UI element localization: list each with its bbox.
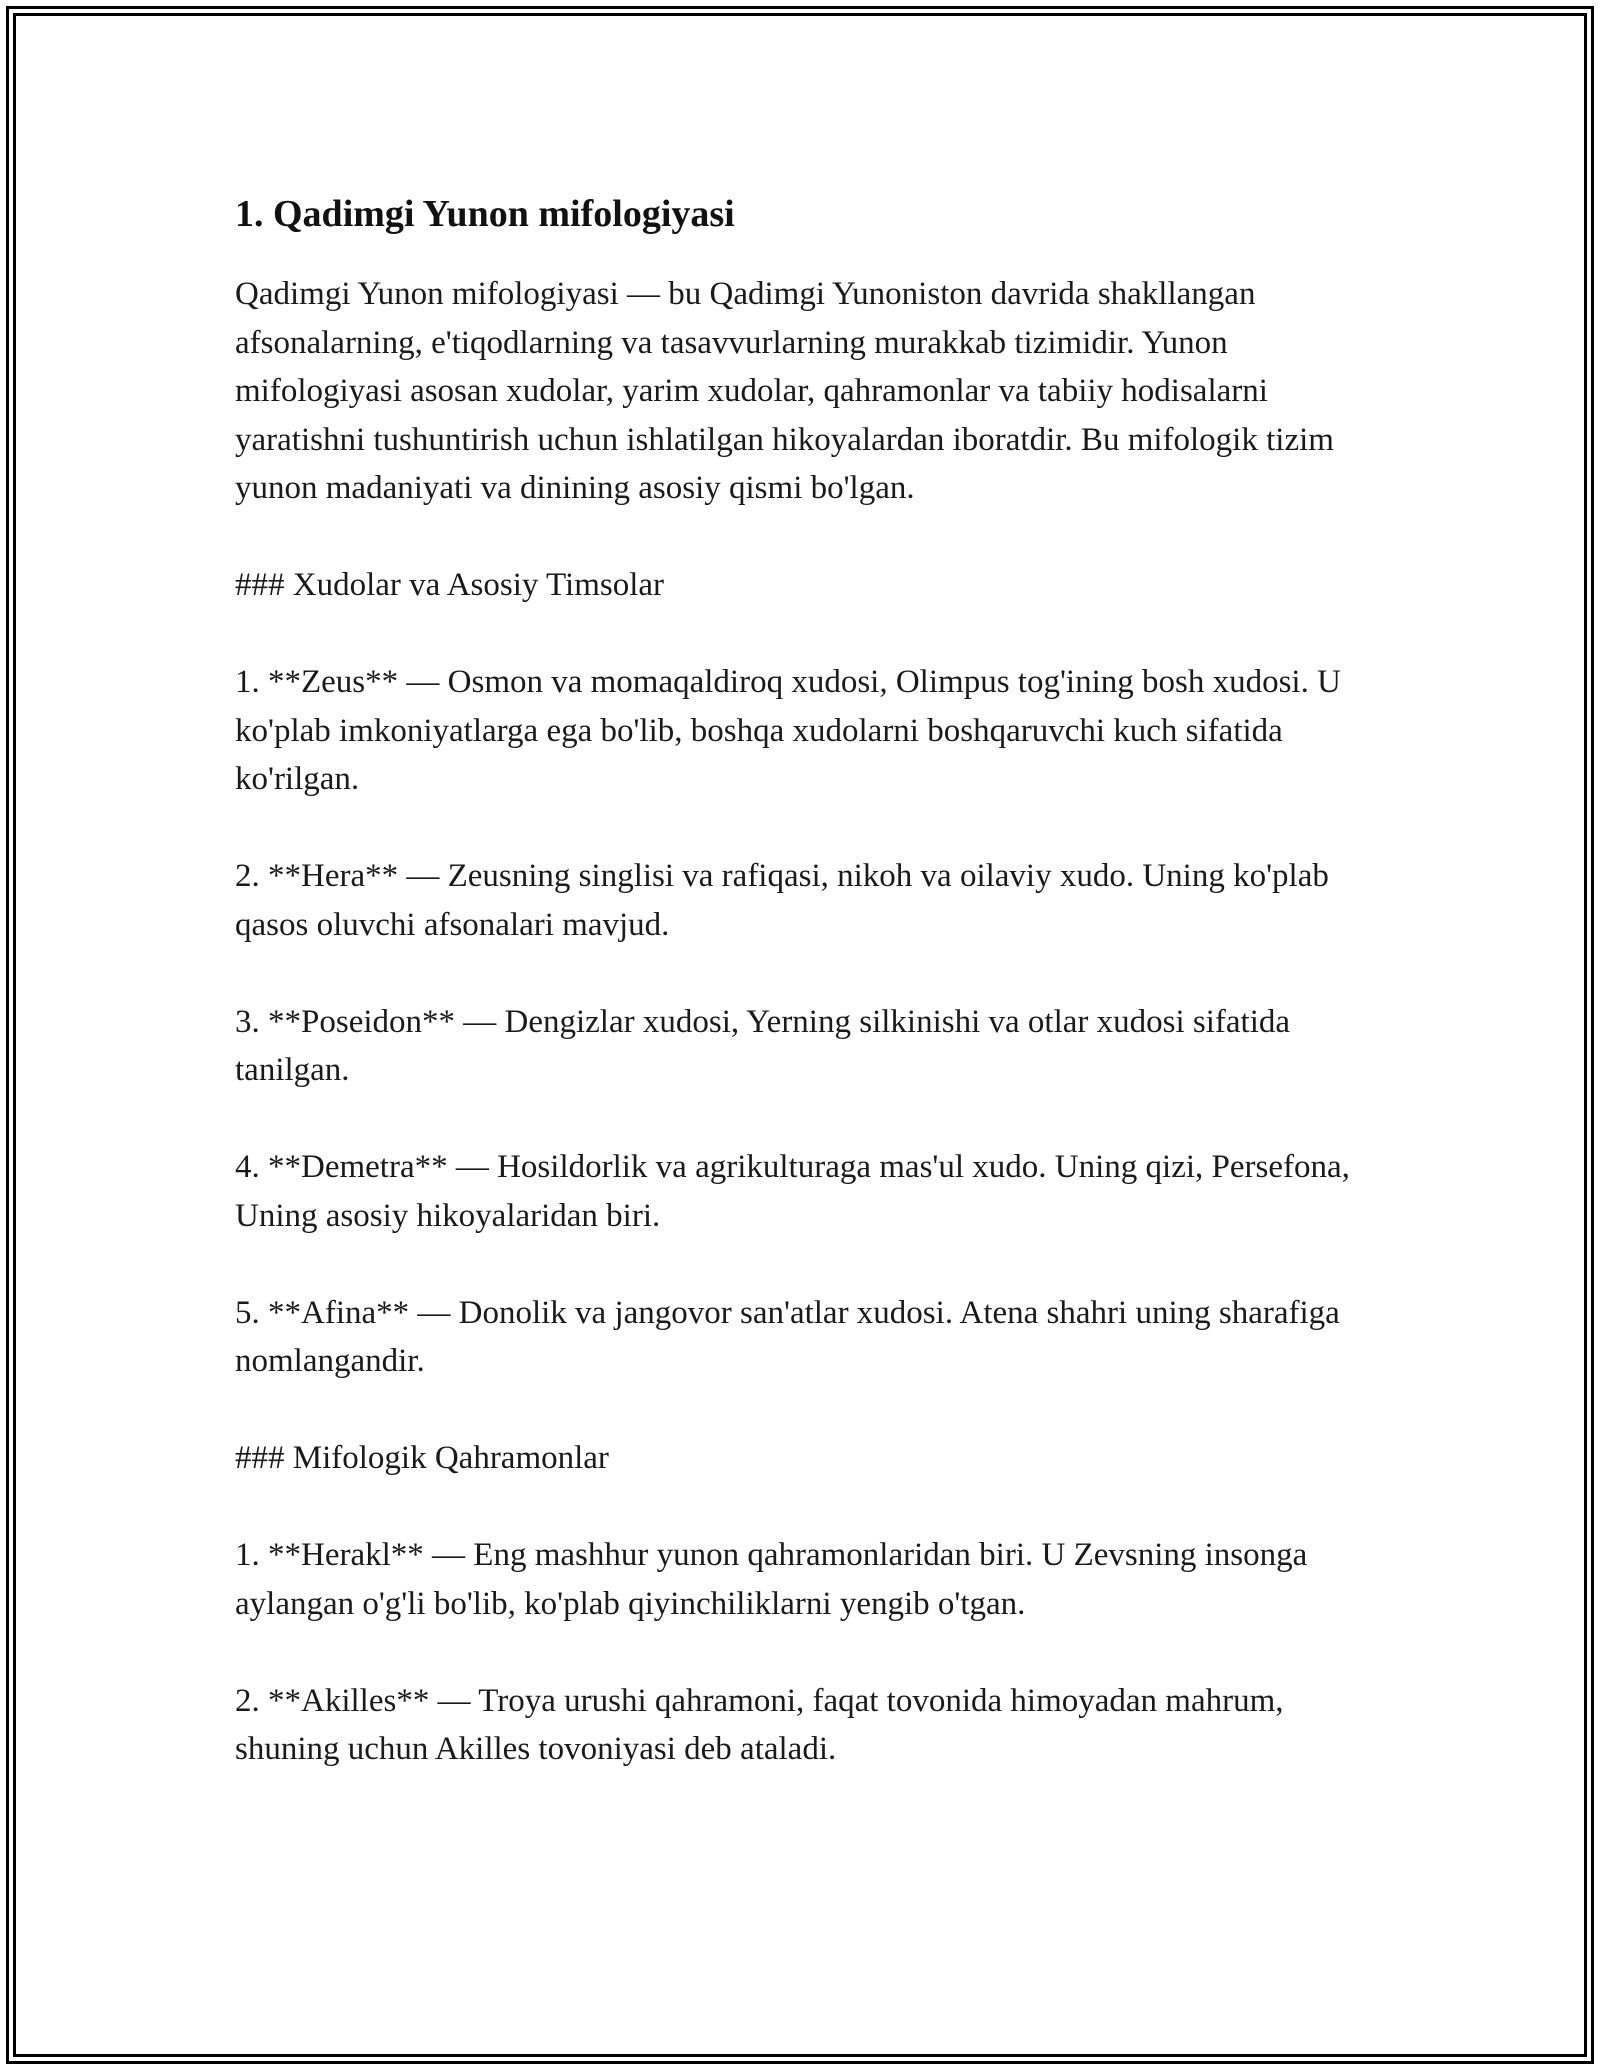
list-item-herakl: 1. **Herakl** — Eng mashhur yunon qahramonlaridan biri. U Zevsning insonga aylangan o'g'li bo'lib, ko'plab qiyinchiliklarni yengib o'tgan. — [235, 1537, 1308, 1622]
intro-paragraph: Qadimgi Yunon mifologiyasi — bu Qadimgi Yunoniston davrida shakllangan afsonalarning, e'tiqodlarning va tasavvurlarning murakkab tizimidir. Yunon mifologiyasi asosan xudolar, yarim xudolar, qahramonlar va tabiiy hodisalarni yaratishni tushuntirish uchun ishlatilgan hikoyalardan iboratdir. Bu mifologik tizim yunon madaniyati va dinining asosiy qismi bo'lgan. — [235, 276, 1334, 506]
list-item-demetra: 4. **Demetra** — Hosildorlik va agrikulturaga mas'ul xudo. Uning qizi, Persefona, Uning asosiy hikoyalaridan biri. — [235, 1149, 1350, 1234]
list-item-poseidon: 3. **Poseidon** — Dengizlar xudosi, Yerning silkinishi va otlar xudosi sifatida tanilgan. — [235, 1003, 1291, 1088]
list-item-akilles: 2. **Akilles** — Troya urushi qahramoni, faqat tovonida himoyadan mahrum, shuning uchun Akilles tovoniyasi deb ataladi. — [235, 1682, 1284, 1767]
list-item-afina: 5. **Afina** — Donolik va jangovor san'atlar xudosi. Atena shahri uning sharafiga nomlangandir. — [235, 1294, 1340, 1379]
document-title: 1. Qadimgi Yunon mifologiyasi — [235, 193, 735, 235]
document-body — [235, 188, 1365, 1774]
list-item-hera: 2. **Hera** — Zeusning singlisi va rafiqasi, nikoh va oilaviy xudo. Uning ko'plab qasos oluvchi afsonalari mavjud. — [235, 858, 1329, 943]
section-heading-heroes: ### Mifologik Qahramonlar — [235, 1440, 609, 1476]
section-heading-gods: ### Xudolar va Asosiy Timsolar — [235, 567, 665, 603]
list-item-zeus: 1. **Zeus** — Osmon va momaqaldiroq xudosi, Olimpus tog'ining bosh xudosi. U ko'plab imkoniyatlarga ega bo'lib, boshqa xudolarni boshqaruvchi kuch sifatida ko'rilgan. — [235, 664, 1341, 797]
